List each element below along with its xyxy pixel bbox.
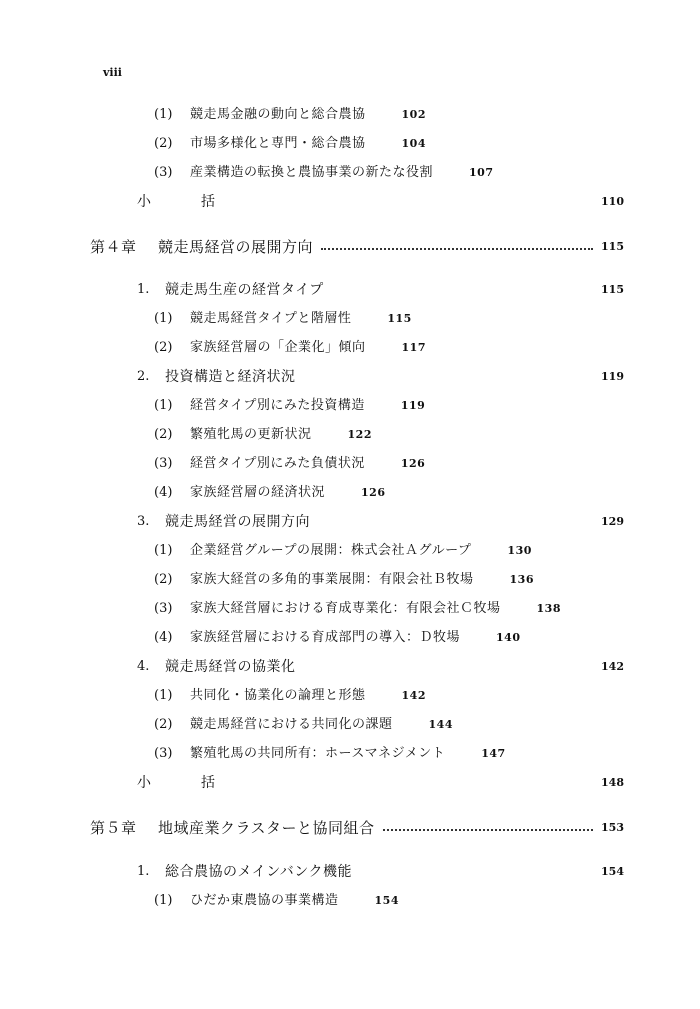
section-page: 129 xyxy=(601,515,624,528)
summary-title-part-1: 小 xyxy=(137,194,152,210)
subsection-title-text: 競走馬経営タイプと階層性 xyxy=(190,311,352,326)
subsection-title xyxy=(190,104,426,126)
subsection-title xyxy=(190,598,561,620)
section-number: 4. xyxy=(137,659,150,674)
toc-section-entry xyxy=(137,511,624,533)
subsection-page: 138 xyxy=(536,602,561,615)
chapter-title: 地域産業クラスターと協同組合 xyxy=(158,819,375,837)
subsection-number: (2) xyxy=(154,136,173,151)
subsection-title-text: ひだか東農協の事業構造 xyxy=(190,893,339,908)
section-title: 競走馬生産の経営タイプ xyxy=(165,282,324,298)
subsection-page: 122 xyxy=(347,428,372,441)
subsection-number: (2) xyxy=(154,427,173,442)
subsection-title-text: 企業経営グループの展開：株式会社Ａグループ xyxy=(190,543,472,558)
subsection-title-text: 競走馬金融の動向と総合農協 xyxy=(190,107,366,122)
toc-section-entry xyxy=(137,656,624,678)
toc-summary-entry xyxy=(137,772,624,794)
subsection-title-text: 家族大経営の多角的事業展開：有限会社Ｂ牧場 xyxy=(190,572,474,587)
subsection-title-text: 共同化・協業化の論理と形態 xyxy=(190,688,366,703)
subsection-title xyxy=(190,743,506,765)
chapter-number: 第５章 xyxy=(90,819,137,837)
section-title: 投資構造と経済状況 xyxy=(165,369,296,385)
subsection-number: (1) xyxy=(154,688,173,703)
subsection-title-text: 経営タイプ別にみた投資構造 xyxy=(190,398,365,413)
section-page: 154 xyxy=(601,865,624,878)
subsection-number: (3) xyxy=(154,165,173,180)
subsection-number: (4) xyxy=(154,630,173,645)
subsection-title xyxy=(190,685,426,707)
subsection-page: 144 xyxy=(428,718,453,731)
toc-section-entry xyxy=(137,861,624,883)
subsection-title xyxy=(190,482,385,504)
subsection-title xyxy=(190,424,372,446)
chapter-title: 競走馬経営の展開方向 xyxy=(158,238,314,256)
toc-chapter-entry xyxy=(90,236,624,258)
section-page: 142 xyxy=(601,660,624,673)
summary-page: 148 xyxy=(601,776,624,789)
subsection-number: (1) xyxy=(154,398,173,413)
subsection-page: 142 xyxy=(401,689,426,702)
summary-title-part-1: 小 xyxy=(137,775,152,791)
page-folio: viii xyxy=(103,66,122,79)
subsection-title-text: 繁殖牝馬の共同所有：ホースマネジメント xyxy=(190,746,446,761)
chapter-page: 153 xyxy=(601,821,624,834)
chapter-page: 115 xyxy=(601,240,624,253)
subsection-page: 126 xyxy=(361,486,386,499)
subsection-title-text: 産業構造の転換と農協事業の新たな役割 xyxy=(190,165,434,180)
summary-page: 110 xyxy=(601,195,624,208)
toc-section-entry xyxy=(137,366,624,388)
chapter-number: 第４章 xyxy=(90,238,137,256)
subsection-title xyxy=(190,714,453,736)
subsection-number: (3) xyxy=(154,456,173,471)
subsection-number: (2) xyxy=(154,717,173,732)
subsection-title-text: 家族大経営層における育成専業化：有限会社Ｃ牧場 xyxy=(190,601,501,616)
subsection-page: 115 xyxy=(387,312,412,325)
subsection-number: (1) xyxy=(154,893,173,908)
subsection-title xyxy=(190,308,412,330)
section-number: 1. xyxy=(137,864,150,879)
section-title: 総合農協のメインバンク機能 xyxy=(165,864,352,880)
subsection-page: 102 xyxy=(401,108,426,121)
subsection-title-text: 繁殖牝馬の更新状況 xyxy=(190,427,312,442)
subsection-title xyxy=(190,540,532,562)
subsection-title-text: 家族経営層における育成部門の導入：Ｄ牧場 xyxy=(190,630,461,645)
toc-section-entry xyxy=(137,279,624,301)
subsection-title-text: 市場多様化と専門・総合農協 xyxy=(190,136,366,151)
subsection-number: (2) xyxy=(154,572,173,587)
subsection-number: (1) xyxy=(154,107,173,122)
subsection-page: 107 xyxy=(469,166,494,179)
toc-summary-entry xyxy=(137,191,624,213)
subsection-title xyxy=(190,569,534,591)
subsection-page: 104 xyxy=(401,137,426,150)
section-page: 115 xyxy=(601,283,624,296)
subsection-title xyxy=(190,453,425,475)
subsection-number: (3) xyxy=(154,746,173,761)
subsection-page: 140 xyxy=(496,631,521,644)
subsection-title-text: 家族経営層の経済状況 xyxy=(190,485,326,500)
subsection-title xyxy=(190,890,399,912)
subsection-page: 126 xyxy=(400,457,426,470)
subsection-title xyxy=(190,627,520,649)
subsection-number: (3) xyxy=(154,601,173,616)
summary-title-part-2: 括 xyxy=(201,194,216,210)
section-page: 119 xyxy=(601,370,624,383)
subsection-title xyxy=(190,162,493,184)
subsection-title-text: 家族経営層の「企業化」傾向 xyxy=(190,340,366,355)
subsection-number: (2) xyxy=(154,340,173,355)
subsection-page: 119 xyxy=(400,399,426,412)
subsection-page: 147 xyxy=(481,747,506,760)
subsection-page: 117 xyxy=(401,341,426,354)
chapter-dot-leader xyxy=(321,248,593,250)
section-title: 競走馬経営の展開方向 xyxy=(165,514,310,530)
section-number: 3. xyxy=(137,514,150,529)
subsection-number: (4) xyxy=(154,485,173,500)
subsection-page: 154 xyxy=(374,894,399,907)
subsection-number: (1) xyxy=(154,543,173,558)
section-title: 競走馬経営の協業化 xyxy=(165,659,296,675)
subsection-title-text: 競走馬経営における共同化の課題 xyxy=(190,717,393,732)
section-number: 1. xyxy=(137,282,150,297)
chapter-dot-leader xyxy=(383,829,593,831)
subsection-number: (1) xyxy=(154,311,173,326)
subsection-page: 130 xyxy=(507,544,532,557)
subsection-title xyxy=(190,133,426,155)
subsection-title xyxy=(190,395,425,417)
subsection-title-text: 経営タイプ別にみた負債状況 xyxy=(190,456,365,471)
subsection-page: 136 xyxy=(509,573,534,586)
subsection-title xyxy=(190,337,426,359)
summary-title-part-2: 括 xyxy=(201,775,216,791)
toc-chapter-entry xyxy=(90,817,624,839)
section-number: 2. xyxy=(137,369,150,384)
